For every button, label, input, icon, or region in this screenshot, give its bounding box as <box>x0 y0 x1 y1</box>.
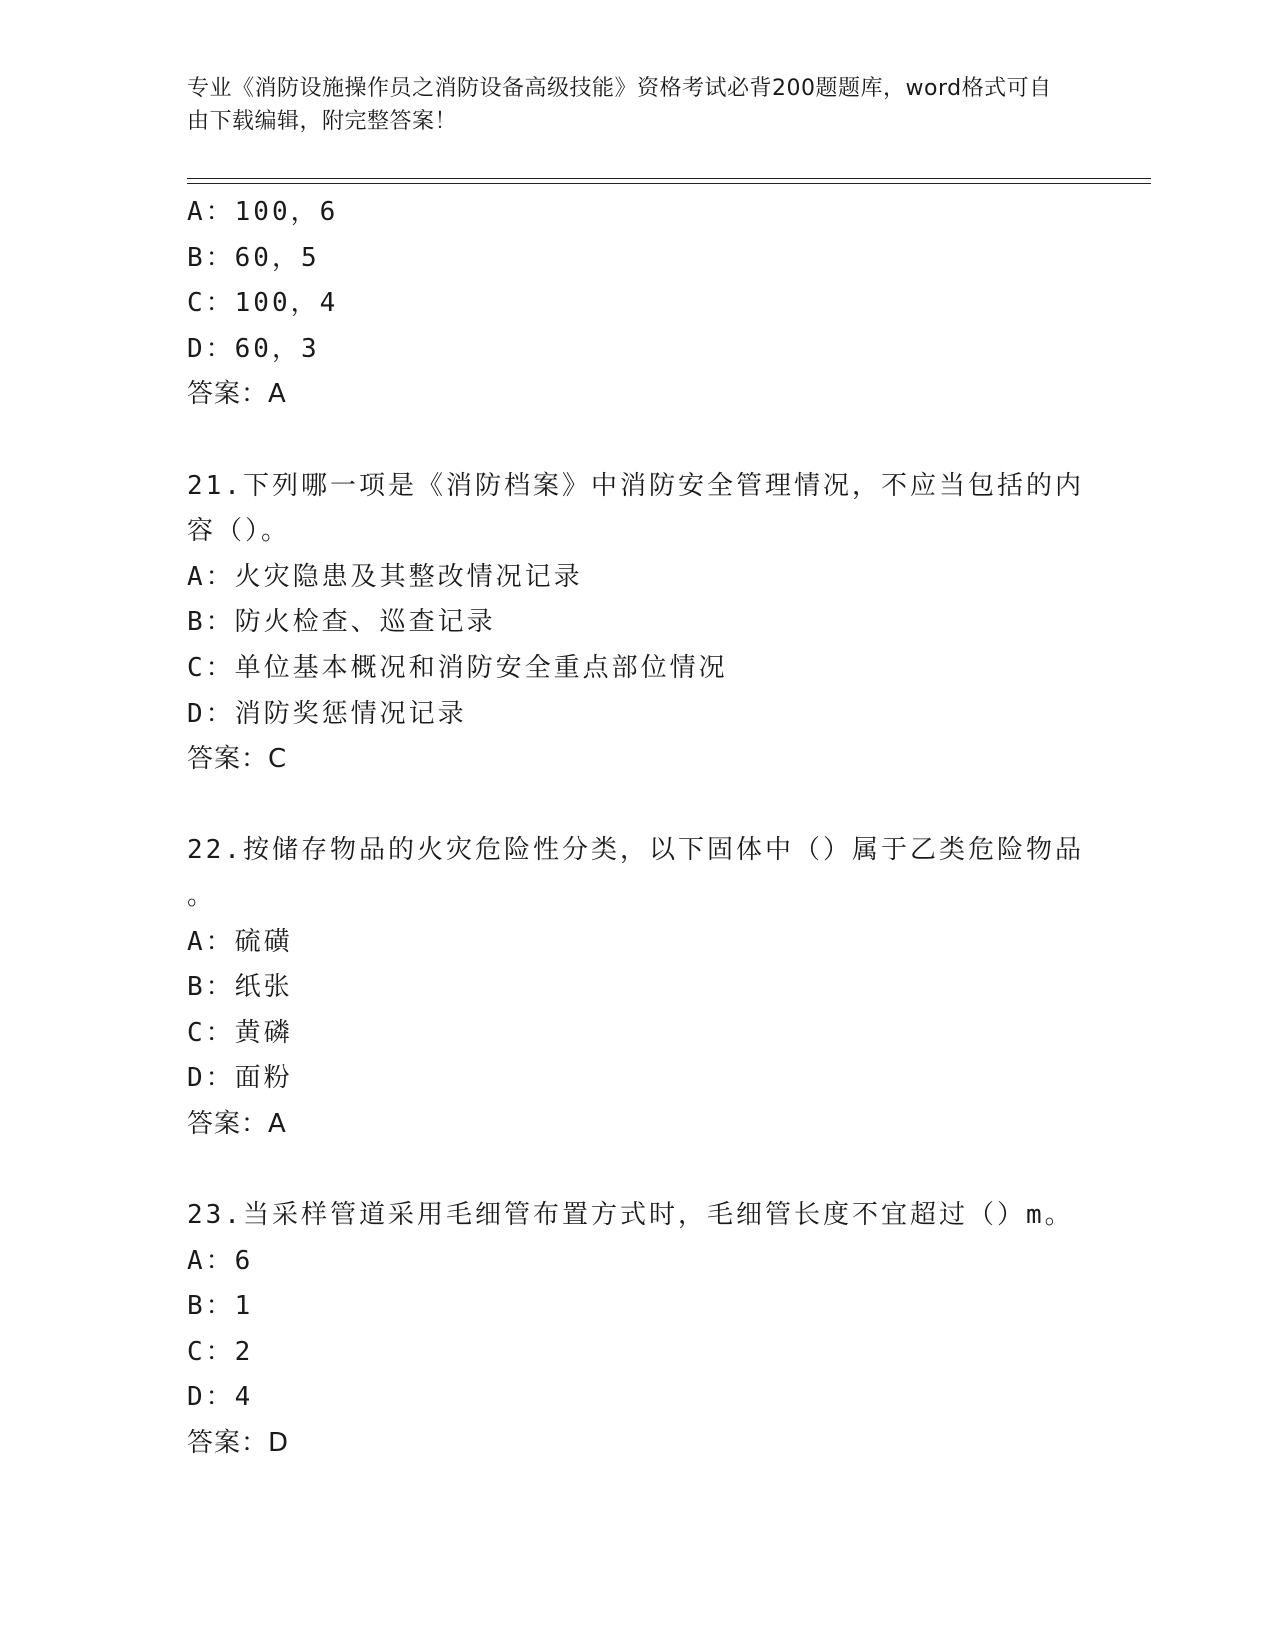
question-text-line-1: 22.按储存物品的火灾危险性分类，以下固体中（）属于乙类危险物品 <box>187 835 1084 866</box>
option-b: B：纸张 <box>187 972 293 1003</box>
option-a: A：火灾隐患及其整改情况记录 <box>187 561 583 592</box>
header-text: 专业《消防设施操作员之消防设备高级技能》资格考试必背200题题库，word格式可自由下载编辑，附完整答案！ <box>187 76 1052 134</box>
question-text-line-2: 容（）。 <box>187 516 291 547</box>
header-divider-bottom <box>187 183 1151 184</box>
answer-line: 答案：C <box>187 744 288 775</box>
question-23 <box>187 1193 1087 1467</box>
answer-line: 答案：D <box>187 1428 290 1459</box>
option-a: A：硫磺 <box>187 926 293 957</box>
question-text-line-2: 。 <box>187 880 217 911</box>
option-d: D：4 <box>187 1382 254 1413</box>
option-a: A：100，6 <box>187 197 339 227</box>
option-b: B：1 <box>187 1291 254 1322</box>
option-b: B：60，5 <box>187 242 320 273</box>
spacer <box>187 418 1087 464</box>
question-22 <box>187 828 1087 1147</box>
question-21 <box>187 464 1087 783</box>
header-divider-top <box>187 178 1151 179</box>
option-d: D：60，3 <box>187 333 320 364</box>
spacer <box>187 783 1087 829</box>
option-d: D：面粉 <box>187 1063 293 1094</box>
answer-line: 答案：A <box>187 379 287 410</box>
spacer <box>187 1147 1087 1193</box>
option-c: C：2 <box>187 1336 254 1367</box>
option-c: C：100，4 <box>187 288 339 319</box>
option-c: C：单位基本概况和消防安全重点部位情况 <box>187 652 728 683</box>
option-b: B：防火检查、巡查记录 <box>187 607 496 638</box>
question-text-line-1: 23.当采样管道采用毛细管布置方式时，毛细管长度不宜超过（）m。 <box>187 1200 1074 1231</box>
answer-line: 答案：A <box>187 1108 287 1139</box>
option-a: A：6 <box>187 1245 254 1276</box>
continued-question <box>187 190 1087 418</box>
option-c: C：黄磷 <box>187 1017 293 1048</box>
document-body <box>187 190 1087 1467</box>
page-header <box>187 72 1067 138</box>
option-d: D：消防奖惩情况记录 <box>187 698 467 729</box>
question-text-line-1: 21.下列哪一项是《消防档案》中消防安全管理情况，不应当包括的内 <box>187 470 1084 501</box>
